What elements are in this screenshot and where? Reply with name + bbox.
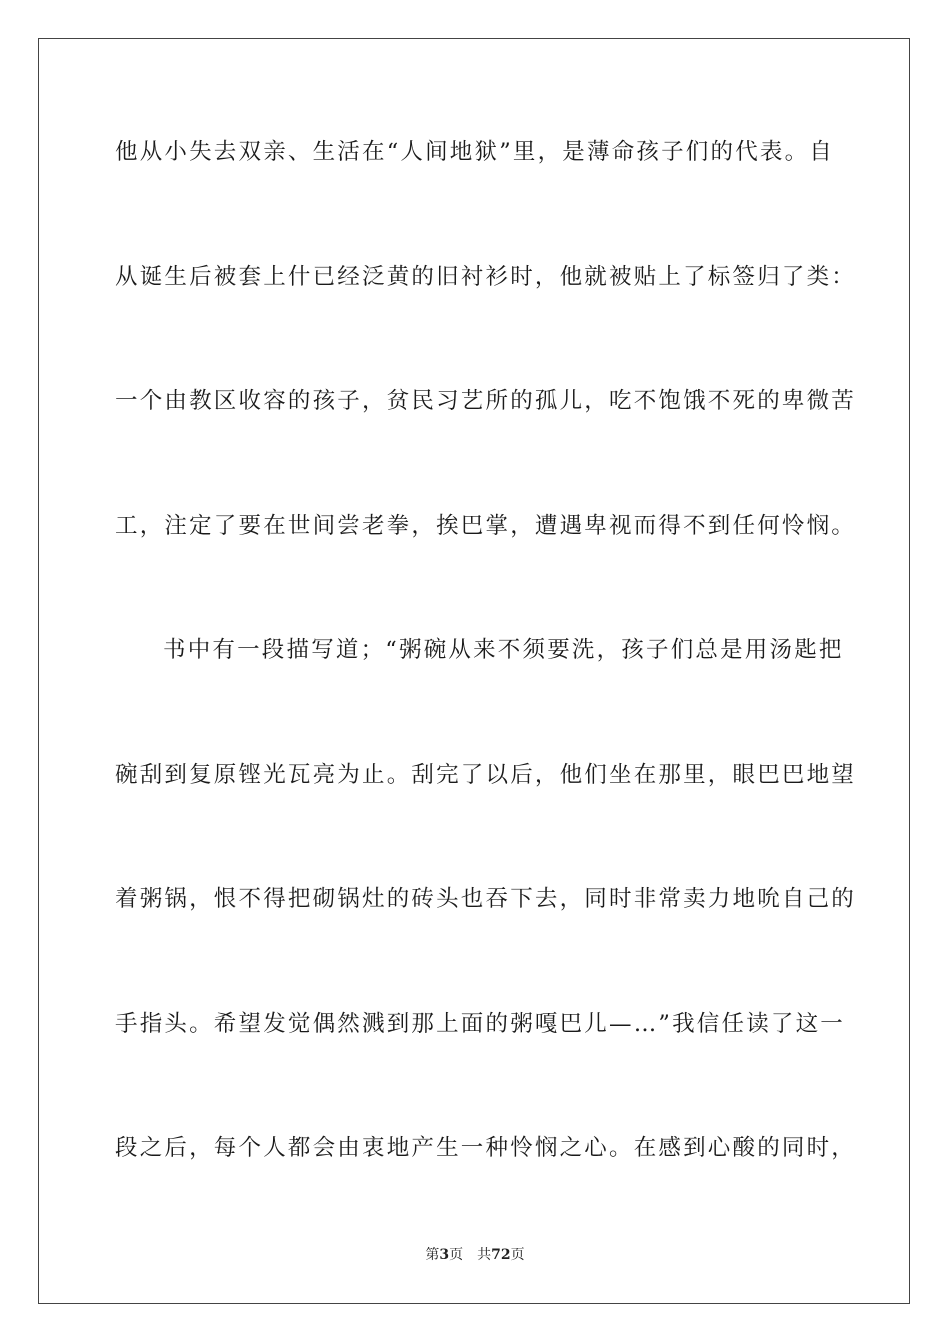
page-number: 3 xyxy=(439,1247,450,1263)
total-pages: 72 xyxy=(491,1247,511,1263)
text-line: 手指头。希望发觉偶然溅到那上面的粥嘎巴儿—…”我信任读了这一 xyxy=(115,1011,846,1037)
paragraph-first-line: 书中有一段描写道；“粥碗从来不须要洗，孩子们总是用汤匙把 xyxy=(163,637,844,663)
text-line: 着粥锅，恨不得把砌锅灶的砖头也吞下去，同时非常卖力地吮自己的 xyxy=(115,886,857,912)
page-border xyxy=(38,38,910,1304)
total-suffix: 页 xyxy=(510,1247,525,1263)
text-line: 一个由教区收容的孩子，贫民习艺所的孤儿，吃不饱饿不死的卑微苦 xyxy=(115,388,857,414)
page-prefix: 第 xyxy=(425,1247,440,1263)
text-line: 工，注定了要在世间尝老拳，挨巴掌，遭遇卑视而得不到任何怜悯。 xyxy=(115,513,857,539)
text-line: 碗刮到复原铿光瓦亮为止。刮完了以后，他们坐在那里，眼巴巴地望 xyxy=(115,762,857,788)
total-prefix: 共 xyxy=(477,1247,492,1263)
text-line: 他从小失去双亲、生活在“人间地狱”里，是薄命孩子们的代表。自 xyxy=(115,139,835,165)
page-suffix: 页 xyxy=(449,1247,464,1263)
text-line: 从诞生后被套上什已经泛黄的旧衬衫时，他就被贴上了标签归了类： xyxy=(115,264,857,290)
page-footer xyxy=(0,1246,950,1264)
text-line: 段之后，每个人都会由衷地产生一种怜悯之心。在感到心酸的同时， xyxy=(115,1135,857,1161)
